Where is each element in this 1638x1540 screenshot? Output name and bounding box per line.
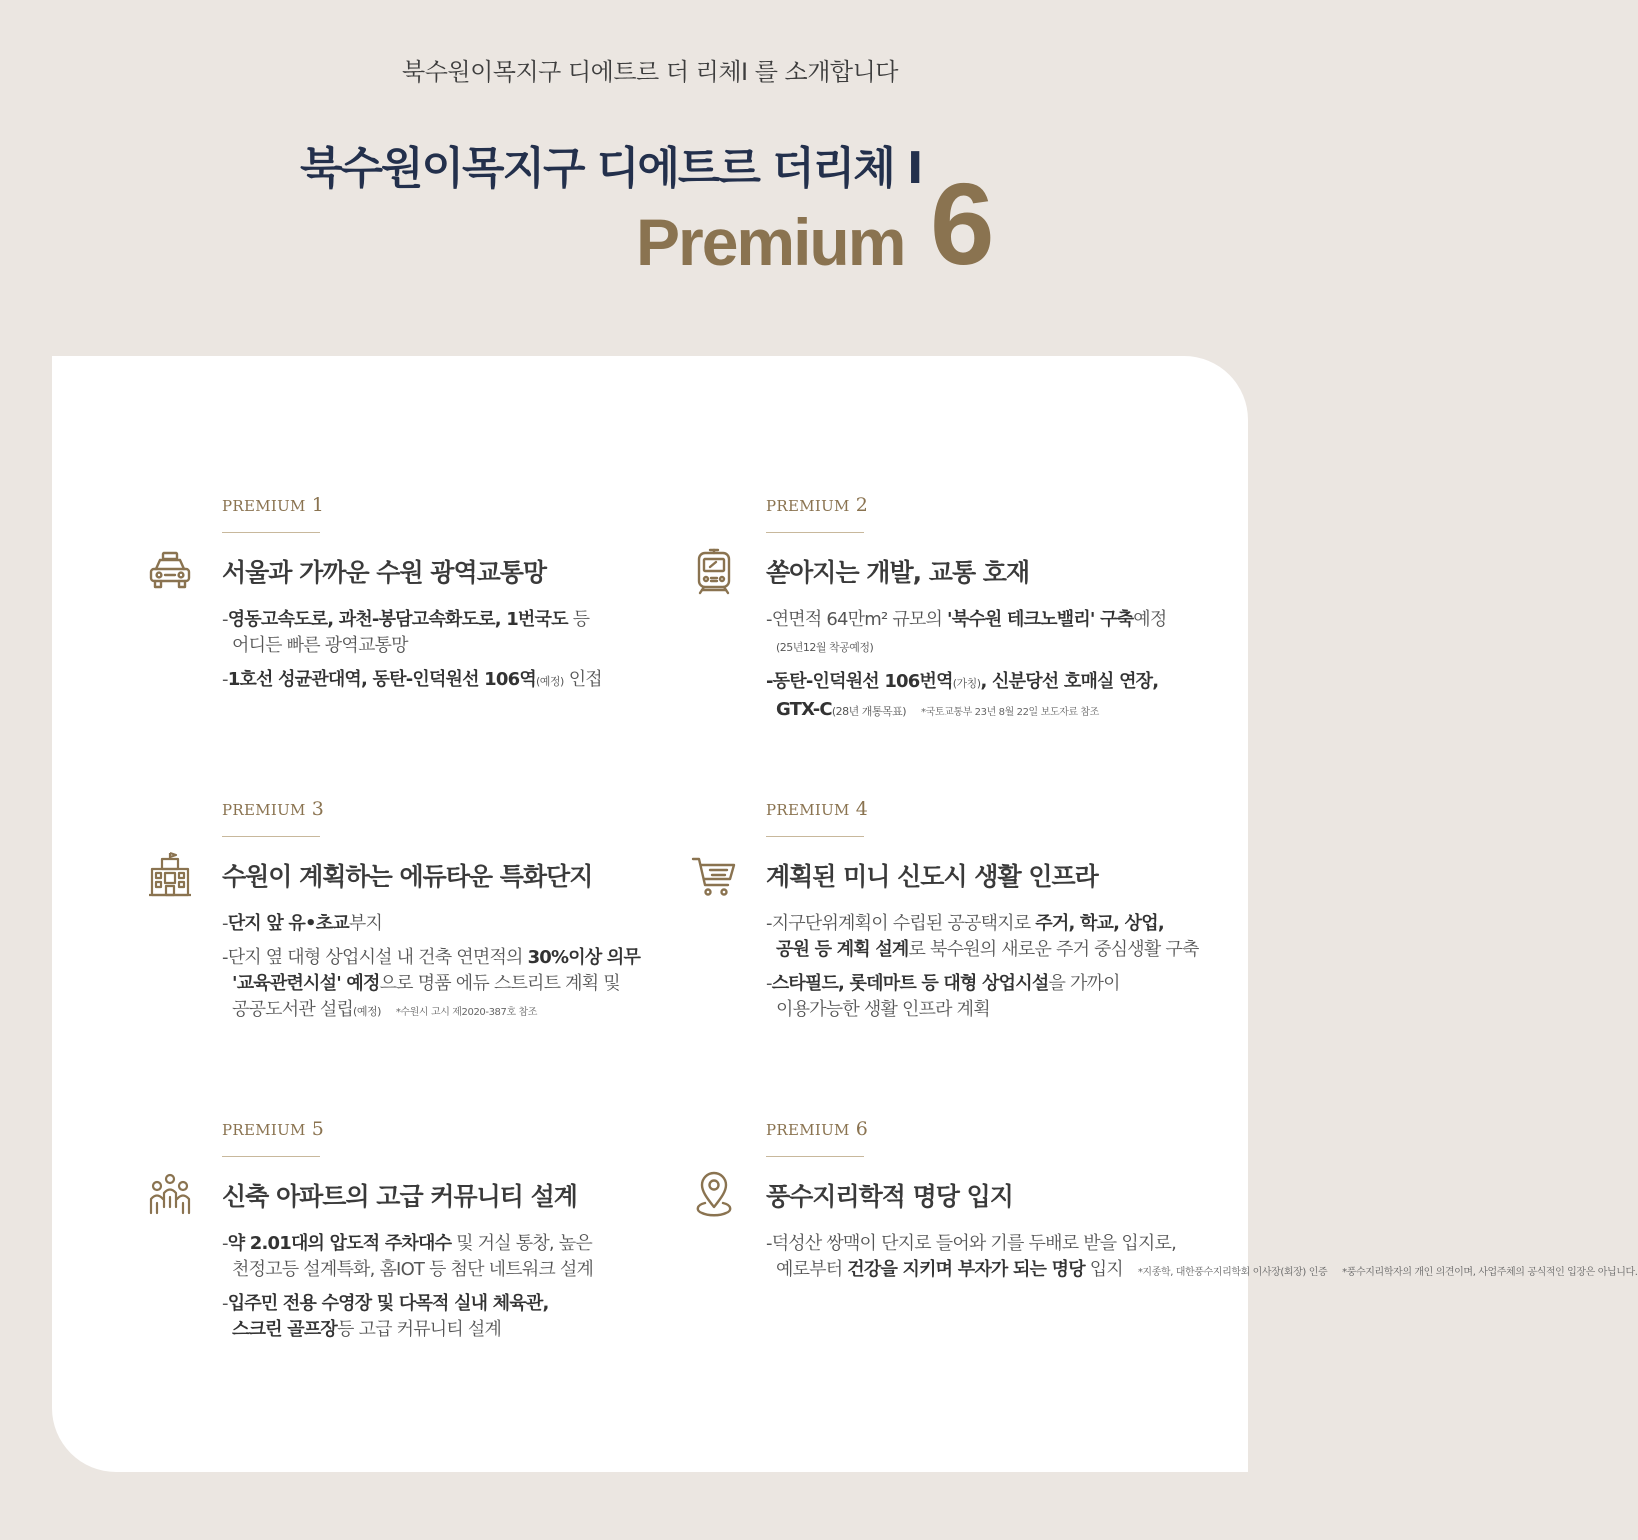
- premium-item-1: [222, 494, 722, 703]
- divider: [222, 836, 320, 837]
- bullet: -동탄-인덕원선 106번역(가칭), 신분당선 호매실 연장, GTX-C(28년 개통목표) *국토교통부 23년 8월 22일 보도자료 참조: [766, 671, 1159, 720]
- divider: [766, 532, 864, 533]
- premium-count: 6: [930, 159, 995, 289]
- premium-item-2: [766, 494, 1266, 733]
- divider: [766, 836, 864, 837]
- premium-item-5: [222, 1118, 722, 1351]
- premium-headline: 풍수지리학적 명당 입지: [766, 1177, 1266, 1213]
- premium-label: PREMIUM 2: [766, 494, 869, 516]
- footnote: *지종학, 대한풍수지리학회 이사장(회장) 인증: [1137, 1267, 1328, 1278]
- cart-icon: [690, 851, 738, 899]
- divider: [222, 1156, 320, 1157]
- premium-label: PREMIUM 6: [766, 1118, 869, 1140]
- bullet: -단지 앞 유•초교부지: [222, 913, 383, 934]
- bullet: -연면적 64만m² 규모의 '북수원 테크노밸리' 구축예정 (25년12월 착공예정): [766, 609, 1167, 654]
- premium-word: Premium: [636, 205, 905, 279]
- premium-headline: 수원이 계획하는 에듀타운 특화단지: [222, 857, 722, 893]
- bullet: -지구단위계획이 수립된 공공택지로 주거, 학교, 상업, 공원 등 계획 설계로 북수원의 새로운 주거 중심생활 구축: [766, 913, 1199, 960]
- car-icon: [146, 547, 194, 595]
- premium-card: [52, 356, 1638, 1472]
- page-title: 북수원이목지구 디에트르 더리체 Ⅰ: [300, 143, 922, 194]
- bullet: -영동고속도로, 과천-봉담고속화도로, 1번국도 등 어디든 빠른 광역교통망: [222, 609, 590, 656]
- intro-text: 북수원이목지구 디에트르 더 리체Ⅰ 를 소개합니다: [402, 58, 898, 86]
- premium-item-6: [766, 1118, 1638, 1291]
- divider: [766, 1156, 864, 1157]
- premium-label: PREMIUM 3: [222, 798, 325, 820]
- premium-label: PREMIUM 5: [222, 1118, 325, 1140]
- premium-item-3: [222, 798, 722, 1033]
- bullet: -스타필드, 롯데마트 등 대형 상업시설을 가까이 이용가능한 생활 인프라 계획: [766, 973, 1120, 1020]
- premium-headline: 서울과 가까운 수원 광역교통망: [222, 553, 722, 589]
- premium-headline: 신축 아파트의 고급 커뮤니티 설계: [222, 1177, 722, 1213]
- premium-headline: 쏟아지는 개발, 교통 호재: [766, 553, 1266, 589]
- bullet: -1호선 성균관대역, 동탄-인덕원선 106역(예정) 인접: [222, 669, 602, 690]
- bullet: -단지 옆 대형 상업시설 내 건축 연면적의 30%이상 의무 '교육관련시설' 예정으로 명품 에듀 스트리트 계획 및 공공도서관 설립(예정) *수원시 고시 제2020-387호 참조: [222, 947, 641, 1020]
- location-pin-icon: [690, 1171, 738, 1219]
- footnote: *수원시 고시 제2020-387호 참조: [395, 1007, 538, 1018]
- footnote: *풍수지리학자의 개인 의견이며, 사업주체의 공식적인 입장은 아닙니다.: [1342, 1267, 1638, 1278]
- community-icon: [146, 1171, 194, 1219]
- divider: [222, 532, 320, 533]
- school-icon: [146, 851, 194, 899]
- footnote: *국토교통부 23년 8월 22일 보도자료 참조: [920, 707, 1099, 718]
- premium-headline: 계획된 미니 신도시 생활 인프라: [766, 857, 1266, 893]
- bullet: -입주민 전용 수영장 및 다목적 실내 체육관, 스크린 골프장등 고급 커뮤니티 설계: [222, 1293, 549, 1340]
- bullet: -약 2.01대의 압도적 주차대수 및 거실 통창, 높은 천정고등 설계특화, 홈IOT 등 첨단 네트워크 설계: [222, 1233, 594, 1280]
- bullet: -덕성산 쌍맥이 단지로 들어와 기를 두배로 받을 입지로, 예로부터 건강을 지키며 부자가 되는 명당 입지 *지종학, 대한풍수지리학회 이사장(회장) 인증 *풍수지리학자의 개인 의견이며, 사업주체의 공식적인 입장은 아닙니다.: [766, 1233, 1638, 1280]
- premium-label: PREMIUM 4: [766, 798, 869, 820]
- premium-item-4: [766, 798, 1266, 1031]
- premium-label: PREMIUM 1: [222, 494, 325, 516]
- train-icon: [690, 547, 738, 595]
